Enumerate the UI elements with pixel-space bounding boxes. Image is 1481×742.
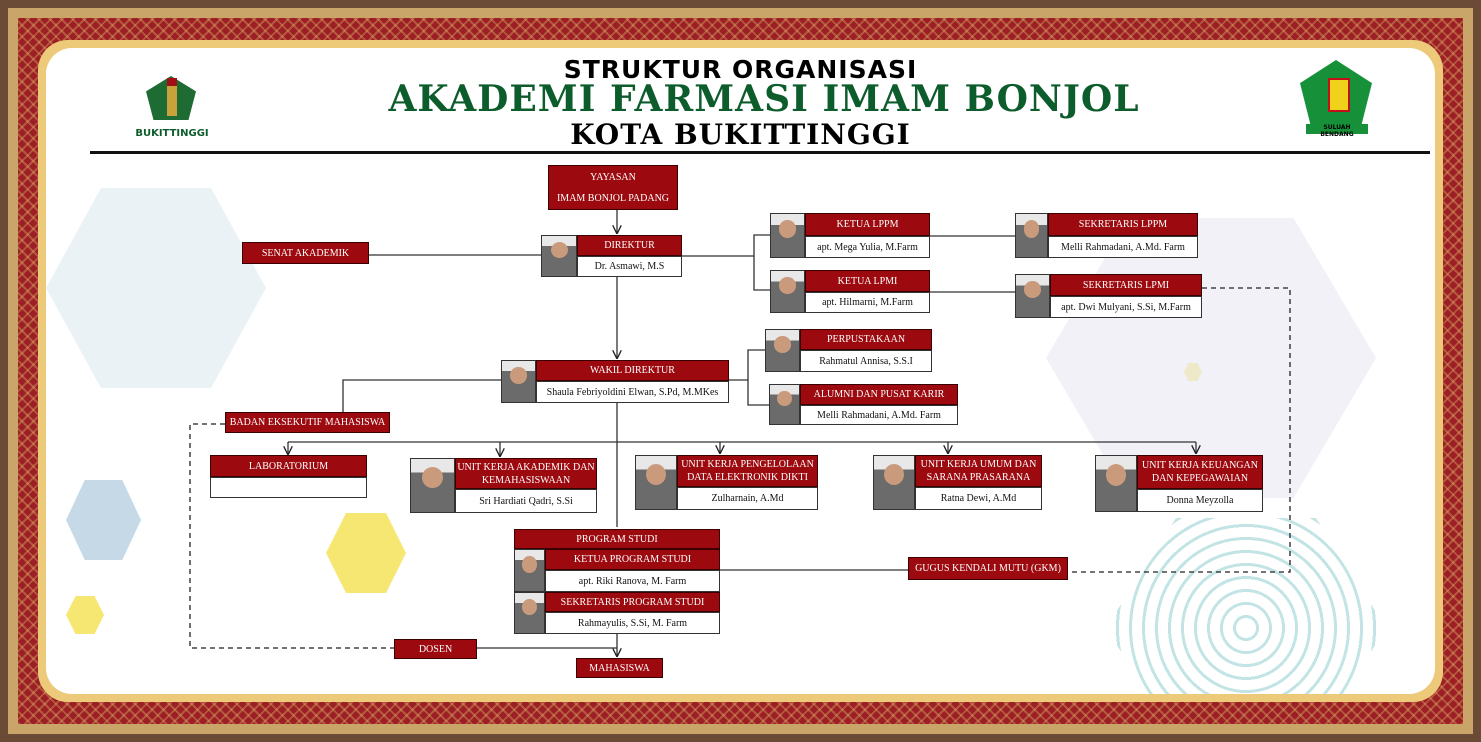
ketua-lpmi-name: apt. Hilmarni, M.Farm [805, 292, 930, 313]
uk-akademik-name: Sri Hardiati Qadri, S.Si [455, 489, 597, 513]
header-line1: STRUKTUR ORGANISASI [563, 55, 918, 84]
laboratorium-title: LABORATORIUM [210, 455, 367, 477]
uk-akademik-title: UNIT KERJA AKADEMIK DAN KEMAHASISWAAN [455, 458, 597, 489]
laboratorium-name [210, 477, 367, 498]
perpustakaan-title: PERPUSTAKAAN [800, 329, 932, 350]
uk-keuangan-title: UNIT KERJA KEUANGAN DAN KEPEGAWAIAN [1137, 455, 1263, 489]
sekretaris-lppm-title: SEKRETARIS LPPM [1048, 213, 1198, 236]
uk-keuangan-name: Donna Meyzolla [1137, 489, 1263, 512]
ketua-lppm-title: KETUA LPPM [805, 213, 930, 236]
sekretaris-lpmi-name: apt. Dwi Mulyani, S.Si, M.Farm [1050, 296, 1202, 318]
wakil-direktur-title: WAKIL DIREKTUR [536, 360, 729, 381]
sekretaris-lpmi-title: SEKRETARIS LPMI [1050, 274, 1202, 296]
sekretaris-prodi-name: Rahmayulis, S.Si, M. Farm [545, 612, 720, 634]
uk-data-title: UNIT KERJA PENGELOLAAN DATA ELEKTRONIK DIKTI [677, 455, 818, 487]
ketua-prodi-title: KETUA PROGRAM STUDI [545, 549, 720, 570]
yayasan-line1: YAYASAN [590, 171, 636, 183]
header-line2: AKADEMI FARMASI IMAM BONJOL [388, 78, 1140, 120]
sekretaris-lpmi-photo [1015, 274, 1050, 318]
bem-box: BADAN EKSEKUTIF MAHASISWA [225, 412, 390, 433]
ketua-prodi-name: apt. Riki Ranova, M. Farm [545, 570, 720, 592]
sekretaris-lppm-name: Melli Rahmadani, A.Md. Farm [1048, 236, 1198, 258]
uk-umum-name: Ratna Dewi, A.Md [915, 487, 1042, 510]
program-studi-title: PROGRAM STUDI [514, 529, 720, 549]
gkm-box: GUGUS KENDALI MUTU (GKM) [908, 557, 1068, 580]
uk-akademik-photo [410, 458, 455, 513]
ketua-prodi-photo [514, 549, 545, 592]
sekretaris-prodi-title: SEKRETARIS PROGRAM STUDI [545, 592, 720, 612]
wakil-direktur-photo [501, 360, 536, 403]
logo-right-motto: SULUAH BENDANG [1306, 124, 1368, 134]
ketua-lppm-name: apt. Mega Yulia, M.Farm [805, 236, 930, 258]
uk-data-photo [635, 455, 677, 510]
uk-umum-photo [873, 455, 915, 510]
header-line3: KOTA BUKITTINGGI [570, 118, 911, 151]
uk-data-name: Zulharnain, A.Md [677, 487, 818, 510]
yayasan-box [548, 165, 678, 210]
sekretaris-prodi-photo [514, 592, 545, 634]
mahasiswa-box: MAHASISWA [576, 658, 663, 678]
ketua-lpmi-photo [770, 270, 805, 313]
ketua-lppm-photo [770, 213, 805, 258]
yayasan-line2: IMAM BONJOL PADANG [556, 192, 670, 204]
perpustakaan-photo [765, 329, 800, 372]
direktur-title: DIREKTUR [577, 235, 682, 256]
dosen-box: DOSEN [394, 639, 477, 659]
alumni-title: ALUMNI DAN PUSAT KARIR [800, 384, 958, 405]
uk-keuangan-photo [1095, 455, 1137, 512]
logo-left-city: BUKITTINGGI [135, 128, 209, 139]
wakil-direktur-name: Shaula Febriyoldini Elwan, S.Pd, M.MKes [536, 381, 729, 403]
sekretaris-lppm-photo [1015, 213, 1048, 258]
alumni-photo [769, 384, 800, 425]
direktur-photo [541, 235, 577, 277]
uk-umum-title: UNIT KERJA UMUM DAN SARANA PRASARANA [915, 455, 1042, 487]
perpustakaan-name: Rahmatul Annisa, S.S.I [800, 350, 932, 372]
senat-akademik-box: SENAT AKADEMIK [242, 242, 369, 264]
direktur-name: Dr. Asmawi, M.S [577, 256, 682, 277]
ketua-lpmi-title: KETUA LPMI [805, 270, 930, 292]
alumni-name: Melli Rahmadani, A.Md. Farm [800, 405, 958, 425]
